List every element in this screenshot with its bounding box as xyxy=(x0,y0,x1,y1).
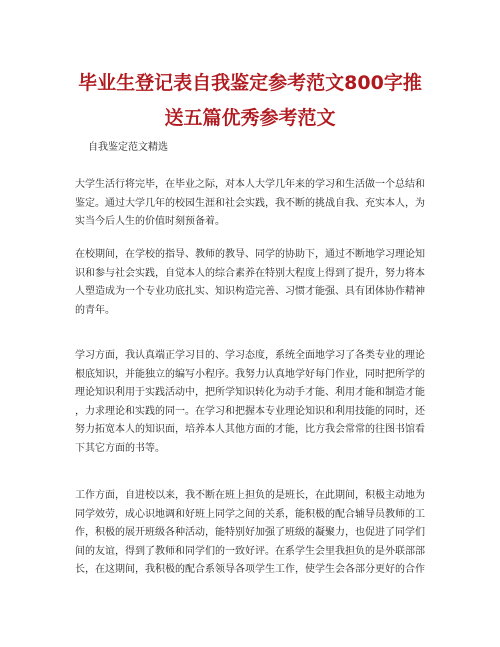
text-line: 理论知识利用于实践活动中，把所学知识转化为动手才能、利用才能和制造才能 xyxy=(75,387,425,398)
text-line: 识和参与社会实践，自觉本人的综合素养在特别大程度上得到了提升，努力将本 xyxy=(75,267,425,279)
text-line: 实当今后人生的价值时刻预备着。 xyxy=(75,216,225,227)
text-line: 根底知识，并能独立的编写小程序。我努力认真地学好每门作业，同时把所学的 xyxy=(75,368,425,380)
paragraph-intro xyxy=(75,176,435,232)
text-line: 作，积极的展开班级各种活动，能特别好加强了班级的凝聚力，也促进了同学们 xyxy=(75,527,425,538)
text-line: 工作方面，自进校以来，我不断在班上担负的是班长，在此期间，积极主动地为 xyxy=(75,490,425,501)
text-line: ，力求理论和实践的同一。在学习和把握本专业理论知识和利用技能的同时，还 xyxy=(75,405,425,417)
text-line: 在校期间，在学校的指导、教师的教导、同学的协助下，通过不断地学习理论知 xyxy=(75,249,425,260)
document-title-line-1: 毕业生登记表自我鉴定参考范文800字推 xyxy=(78,72,422,94)
text-line: 鉴定。通过大学几年的校园生涯和社会实践，我不断的挑战自我、充实本人，为 xyxy=(75,197,425,209)
paragraph-study xyxy=(75,347,435,458)
text-line: 人塑造成为一个专业功底扎实、知识构造完善、习惯才能强、具有团体协作精神 xyxy=(75,286,425,297)
document-subtitle: 自我鉴定范文精选 xyxy=(88,142,168,153)
text-line: 学习方面，我认真端正学习目的、学习态度，系统全面地学习了各类专业的理论 xyxy=(75,350,425,361)
paragraph-school-period xyxy=(75,246,435,320)
text-line: 间的友谊，得到了教师和同学们的一致好评。在系学生会里我担负的是外联部部 xyxy=(75,545,425,557)
text-line: 的青年。 xyxy=(75,304,115,316)
document-title-line-2: 送五篇优秀参考范文 xyxy=(164,107,336,129)
text-line: 努力拓宽本人的知识面，培养本人其他方面的才能，比方我会常常的往图书馆看 xyxy=(75,424,425,435)
text-line: 大学生活行将完毕，在毕业之际，对本人大学几年来的学习和生活做一个总结和 xyxy=(75,179,425,190)
text-line: 长，在这期间，我积极的配合系领导各项学生工作，使学生会各部分更好的合作 xyxy=(75,564,425,575)
text-line: 同学效劳，成心识地调和好班上同学之间的关系，能积极的配合辅导员教师的工 xyxy=(75,508,425,520)
paragraph-work xyxy=(75,487,435,580)
text-line: 下其它方面的书等。 xyxy=(75,442,165,454)
